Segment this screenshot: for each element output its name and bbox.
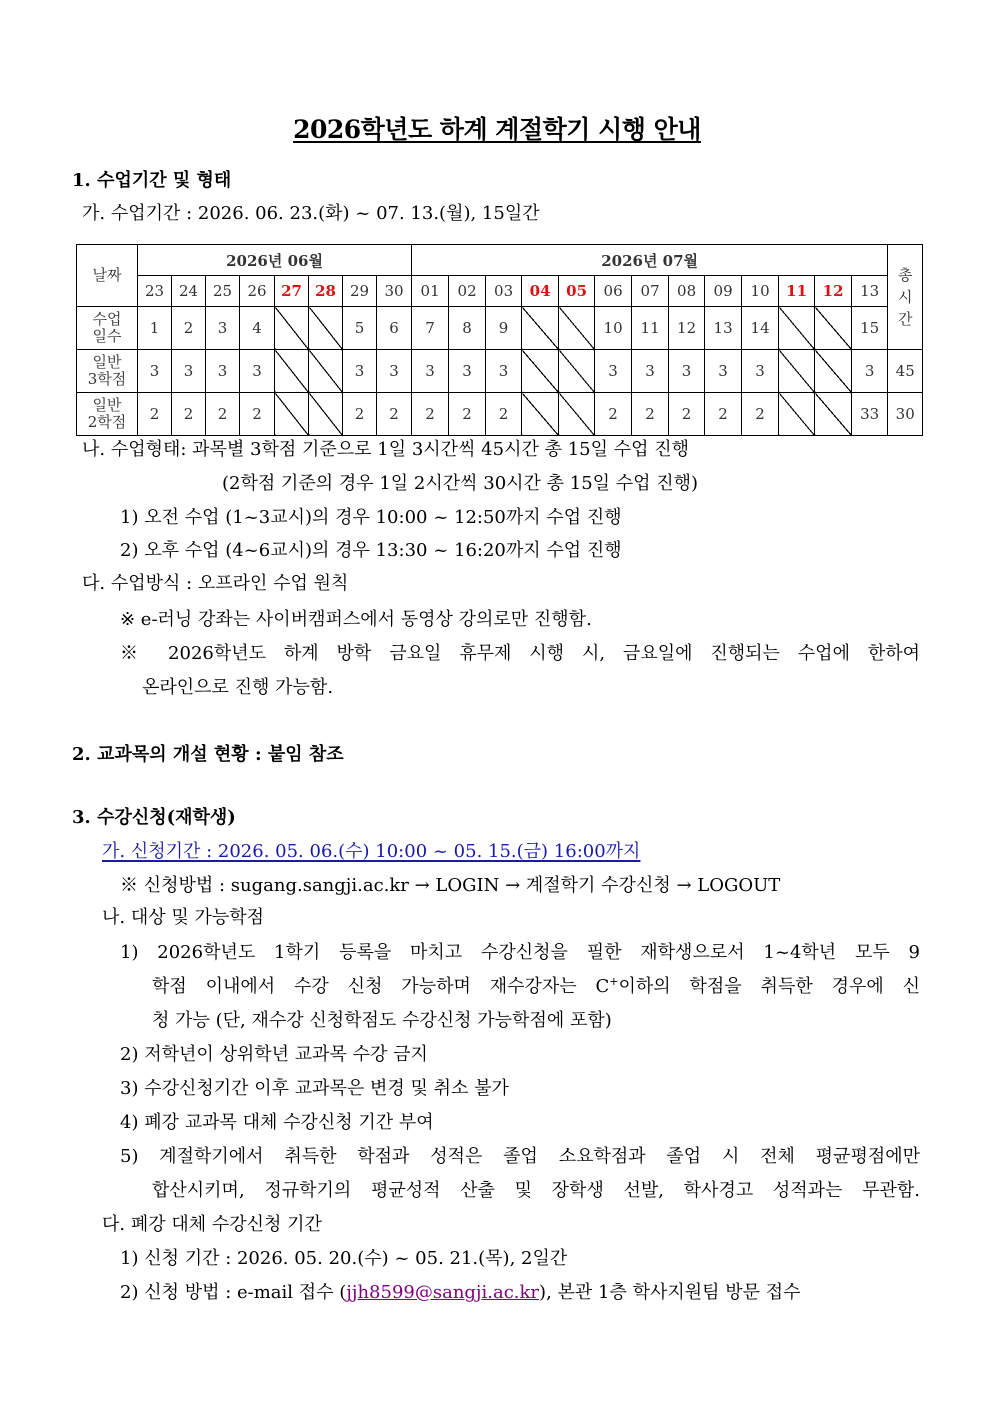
row-header — [77, 307, 138, 350]
eligibility-text: 학점 이내에서 수강 신청 가능하며 재수강자는 C — [152, 976, 610, 997]
value-cell: 2 — [669, 393, 705, 436]
value-cell: 3 — [632, 350, 669, 393]
day-cell: 06 — [595, 276, 632, 307]
replacement-heading: 다. 폐강 대체 수강신청 기간 — [102, 1214, 322, 1235]
day-cell: 13 — [852, 276, 888, 307]
value-cell: 4 — [240, 307, 275, 350]
no-class-cell — [309, 350, 343, 393]
value-cell: 3 — [206, 307, 240, 350]
schedule-table — [76, 244, 923, 436]
date-header: 날짜 — [77, 245, 138, 307]
value-cell: 1 — [138, 307, 172, 350]
total-hours-header — [888, 245, 923, 350]
value-cell: 3 — [377, 350, 412, 393]
replacement-method — [120, 1282, 801, 1304]
morning-class: 1) 오전 수업 (1~3교시)의 경우 10:00 ~ 12:50까지 수업 진행 — [120, 507, 622, 528]
value-cell: 33 — [852, 393, 888, 436]
total-header-char: 시 — [897, 288, 913, 306]
value-cell: 2 — [705, 393, 742, 436]
day-row — [77, 276, 923, 307]
eligibility-1-line2 — [152, 976, 920, 998]
method-text: 2) 신청 방법 : e-mail 접수 ( — [120, 1282, 347, 1303]
replacement-period: 1) 신청 기간 : 2026. 05. 20.(수) ~ 05. 21.(목), 2일간 — [120, 1248, 568, 1269]
value-cell: 15 — [852, 307, 888, 350]
eligibility-1-line3: 청 가능 (단, 재수강 신청학점도 수강신청 가능학점에 포함) — [152, 1010, 612, 1031]
friday-note-cont: 온라인으로 진행 가능함. — [142, 677, 334, 698]
eligibility-4: 4) 폐강 교과목 대체 수강신청 기간 부여 — [120, 1112, 434, 1133]
total-header-char: 총 — [897, 266, 913, 284]
day-cell: 01 — [412, 276, 449, 307]
value-cell: 9 — [486, 307, 522, 350]
value-cell: 2 — [377, 393, 412, 436]
section3-heading: 3. 수강신청(재학생) — [72, 807, 236, 828]
no-class-cell — [779, 350, 815, 393]
method-text: ), 본관 1층 학사지원팀 방문 접수 — [539, 1282, 801, 1303]
plus-sup: + — [609, 975, 619, 988]
value-cell: 2 — [632, 393, 669, 436]
eligibility-3: 3) 수강신청기간 이후 교과목은 변경 및 취소 불가 — [120, 1078, 509, 1099]
registration-method: ※ 신청방법 : sugang.sangji.ac.kr → LOGIN → 계절학기 수강신청 → LOGOUT — [120, 875, 781, 896]
eligibility-text: 이하의 학점을 취득한 경우에 신 — [618, 976, 920, 997]
eligibility-5-line1: 5) 계절학기에서 취득한 학점과 성적은 졸업 소요학점과 졸업 시 전체 평균평점에만 — [120, 1146, 920, 1167]
row-header-line: 3학점 — [87, 370, 127, 388]
no-class-cell — [559, 393, 595, 436]
value-cell: 2 — [449, 393, 486, 436]
no-class-cell — [275, 393, 309, 436]
value-cell: 10 — [595, 307, 632, 350]
no-class-cell — [522, 350, 559, 393]
table-row — [77, 350, 923, 393]
day-cell: 28 — [309, 276, 343, 307]
friday-note: ※ 2026학년도 하계 방학 금요일 휴무제 시행 시, 금요일에 진행되는 수업에 한하여 — [120, 643, 920, 664]
row-header-line: 일수 — [92, 327, 122, 345]
section2-heading: 2. 교과목의 개설 현황 : 붙임 참조 — [72, 744, 344, 765]
total-cell: 45 — [888, 350, 923, 393]
day-cell: 24 — [172, 276, 206, 307]
row-header — [77, 350, 138, 393]
no-class-cell — [559, 350, 595, 393]
email-link[interactable]: jjh8599@sangji.ac.kr — [346, 1282, 540, 1303]
total-header-char: 간 — [897, 310, 913, 328]
no-class-cell — [815, 393, 852, 436]
elearning-note: ※ e-러닝 강좌는 사이버캠퍼스에서 동영상 강의로만 진행함. — [120, 609, 592, 630]
value-cell: 3 — [595, 350, 632, 393]
section1-heading: 1. 수업기간 및 형태 — [72, 170, 232, 191]
row-header-line: 일반 — [92, 353, 122, 371]
value-cell: 3 — [206, 350, 240, 393]
day-cell: 03 — [486, 276, 522, 307]
table-row — [77, 393, 923, 436]
value-cell: 2 — [206, 393, 240, 436]
value-cell: 6 — [377, 307, 412, 350]
day-cell: 26 — [240, 276, 275, 307]
day-cell: 12 — [815, 276, 852, 307]
value-cell: 8 — [449, 307, 486, 350]
day-cell: 27 — [275, 276, 309, 307]
value-cell: 2 — [240, 393, 275, 436]
no-class-cell — [779, 307, 815, 350]
value-cell: 2 — [595, 393, 632, 436]
value-cell: 2 — [742, 393, 779, 436]
value-cell: 2 — [486, 393, 522, 436]
value-cell: 12 — [669, 307, 705, 350]
class-format-2credit: (2학점 기준의 경우 1일 2시간씩 30시간 총 15일 수업 진행) — [222, 473, 699, 494]
afternoon-class: 2) 오후 수업 (4~6교시)의 경우 13:30 ~ 16:20까지 수업 진행 — [120, 540, 622, 561]
value-cell: 14 — [742, 307, 779, 350]
value-cell: 2 — [172, 393, 206, 436]
month-row — [77, 245, 923, 276]
eligibility-heading: 나. 대상 및 가능학점 — [102, 907, 264, 928]
value-cell: 3 — [343, 350, 377, 393]
day-cell: 25 — [206, 276, 240, 307]
day-cell: 11 — [779, 276, 815, 307]
row-header-line: 2학점 — [87, 413, 127, 431]
row-header-line: 일반 — [92, 396, 122, 414]
value-cell: 3 — [138, 350, 172, 393]
day-cell: 30 — [377, 276, 412, 307]
value-cell: 3 — [240, 350, 275, 393]
value-cell: 2 — [412, 393, 449, 436]
table-row — [77, 307, 923, 350]
class-method: 다. 수업방식 : 오프라인 수업 원칙 — [82, 573, 349, 594]
total-cell: 30 — [888, 393, 923, 436]
day-cell: 09 — [705, 276, 742, 307]
class-format: 나. 수업형태: 과목별 3학점 기준으로 1일 3시간씩 45시간 총 15일 수업 진행 — [82, 439, 689, 460]
page-title: 2026학년도 하계 계절학기 시행 안내 — [293, 115, 701, 144]
value-cell: 3 — [705, 350, 742, 393]
eligibility-5-line2: 합산시키며, 정규학기의 평균성적 산출 및 장학생 선발, 학사경고 성적과는 무관함. — [152, 1180, 920, 1201]
day-cell: 29 — [343, 276, 377, 307]
value-cell: 7 — [412, 307, 449, 350]
value-cell: 2 — [138, 393, 172, 436]
class-period: 가. 수업기간 : 2026. 06. 23.(화) ~ 07. 13.(월), 15일간 — [82, 203, 540, 224]
no-class-cell — [522, 393, 559, 436]
day-cell: 08 — [669, 276, 705, 307]
value-cell: 3 — [172, 350, 206, 393]
value-cell: 11 — [632, 307, 669, 350]
month-june: 2026년 06월 — [138, 245, 412, 276]
row-header-line: 수업 — [92, 310, 122, 328]
no-class-cell — [815, 307, 852, 350]
value-cell: 3 — [412, 350, 449, 393]
no-class-cell — [559, 307, 595, 350]
row-header — [77, 393, 138, 436]
value-cell: 3 — [486, 350, 522, 393]
no-class-cell — [309, 307, 343, 350]
registration-period: 가. 신청기간 : 2026. 05. 06.(수) 10:00 ~ 05. 15.(금) 16:00까지 — [102, 841, 641, 862]
value-cell: 3 — [449, 350, 486, 393]
no-class-cell — [275, 307, 309, 350]
value-cell: 5 — [343, 307, 377, 350]
value-cell: 2 — [172, 307, 206, 350]
day-cell: 04 — [522, 276, 559, 307]
day-cell: 07 — [632, 276, 669, 307]
month-july: 2026년 07월 — [412, 245, 888, 276]
value-cell: 3 — [852, 350, 888, 393]
day-cell: 05 — [559, 276, 595, 307]
no-class-cell — [815, 350, 852, 393]
no-class-cell — [309, 393, 343, 436]
value-cell: 3 — [669, 350, 705, 393]
eligibility-1-line1: 1) 2026학년도 1학기 등록을 마치고 수강신청을 필한 재학생으로서 1~4학년 모두 9 — [120, 942, 920, 963]
value-cell: 3 — [742, 350, 779, 393]
day-cell: 23 — [138, 276, 172, 307]
day-cell: 02 — [449, 276, 486, 307]
no-class-cell — [779, 393, 815, 436]
value-cell: 2 — [343, 393, 377, 436]
no-class-cell — [522, 307, 559, 350]
day-cell: 10 — [742, 276, 779, 307]
no-class-cell — [275, 350, 309, 393]
value-cell: 13 — [705, 307, 742, 350]
eligibility-2: 2) 저학년이 상위학년 교과목 수강 금지 — [120, 1044, 428, 1065]
